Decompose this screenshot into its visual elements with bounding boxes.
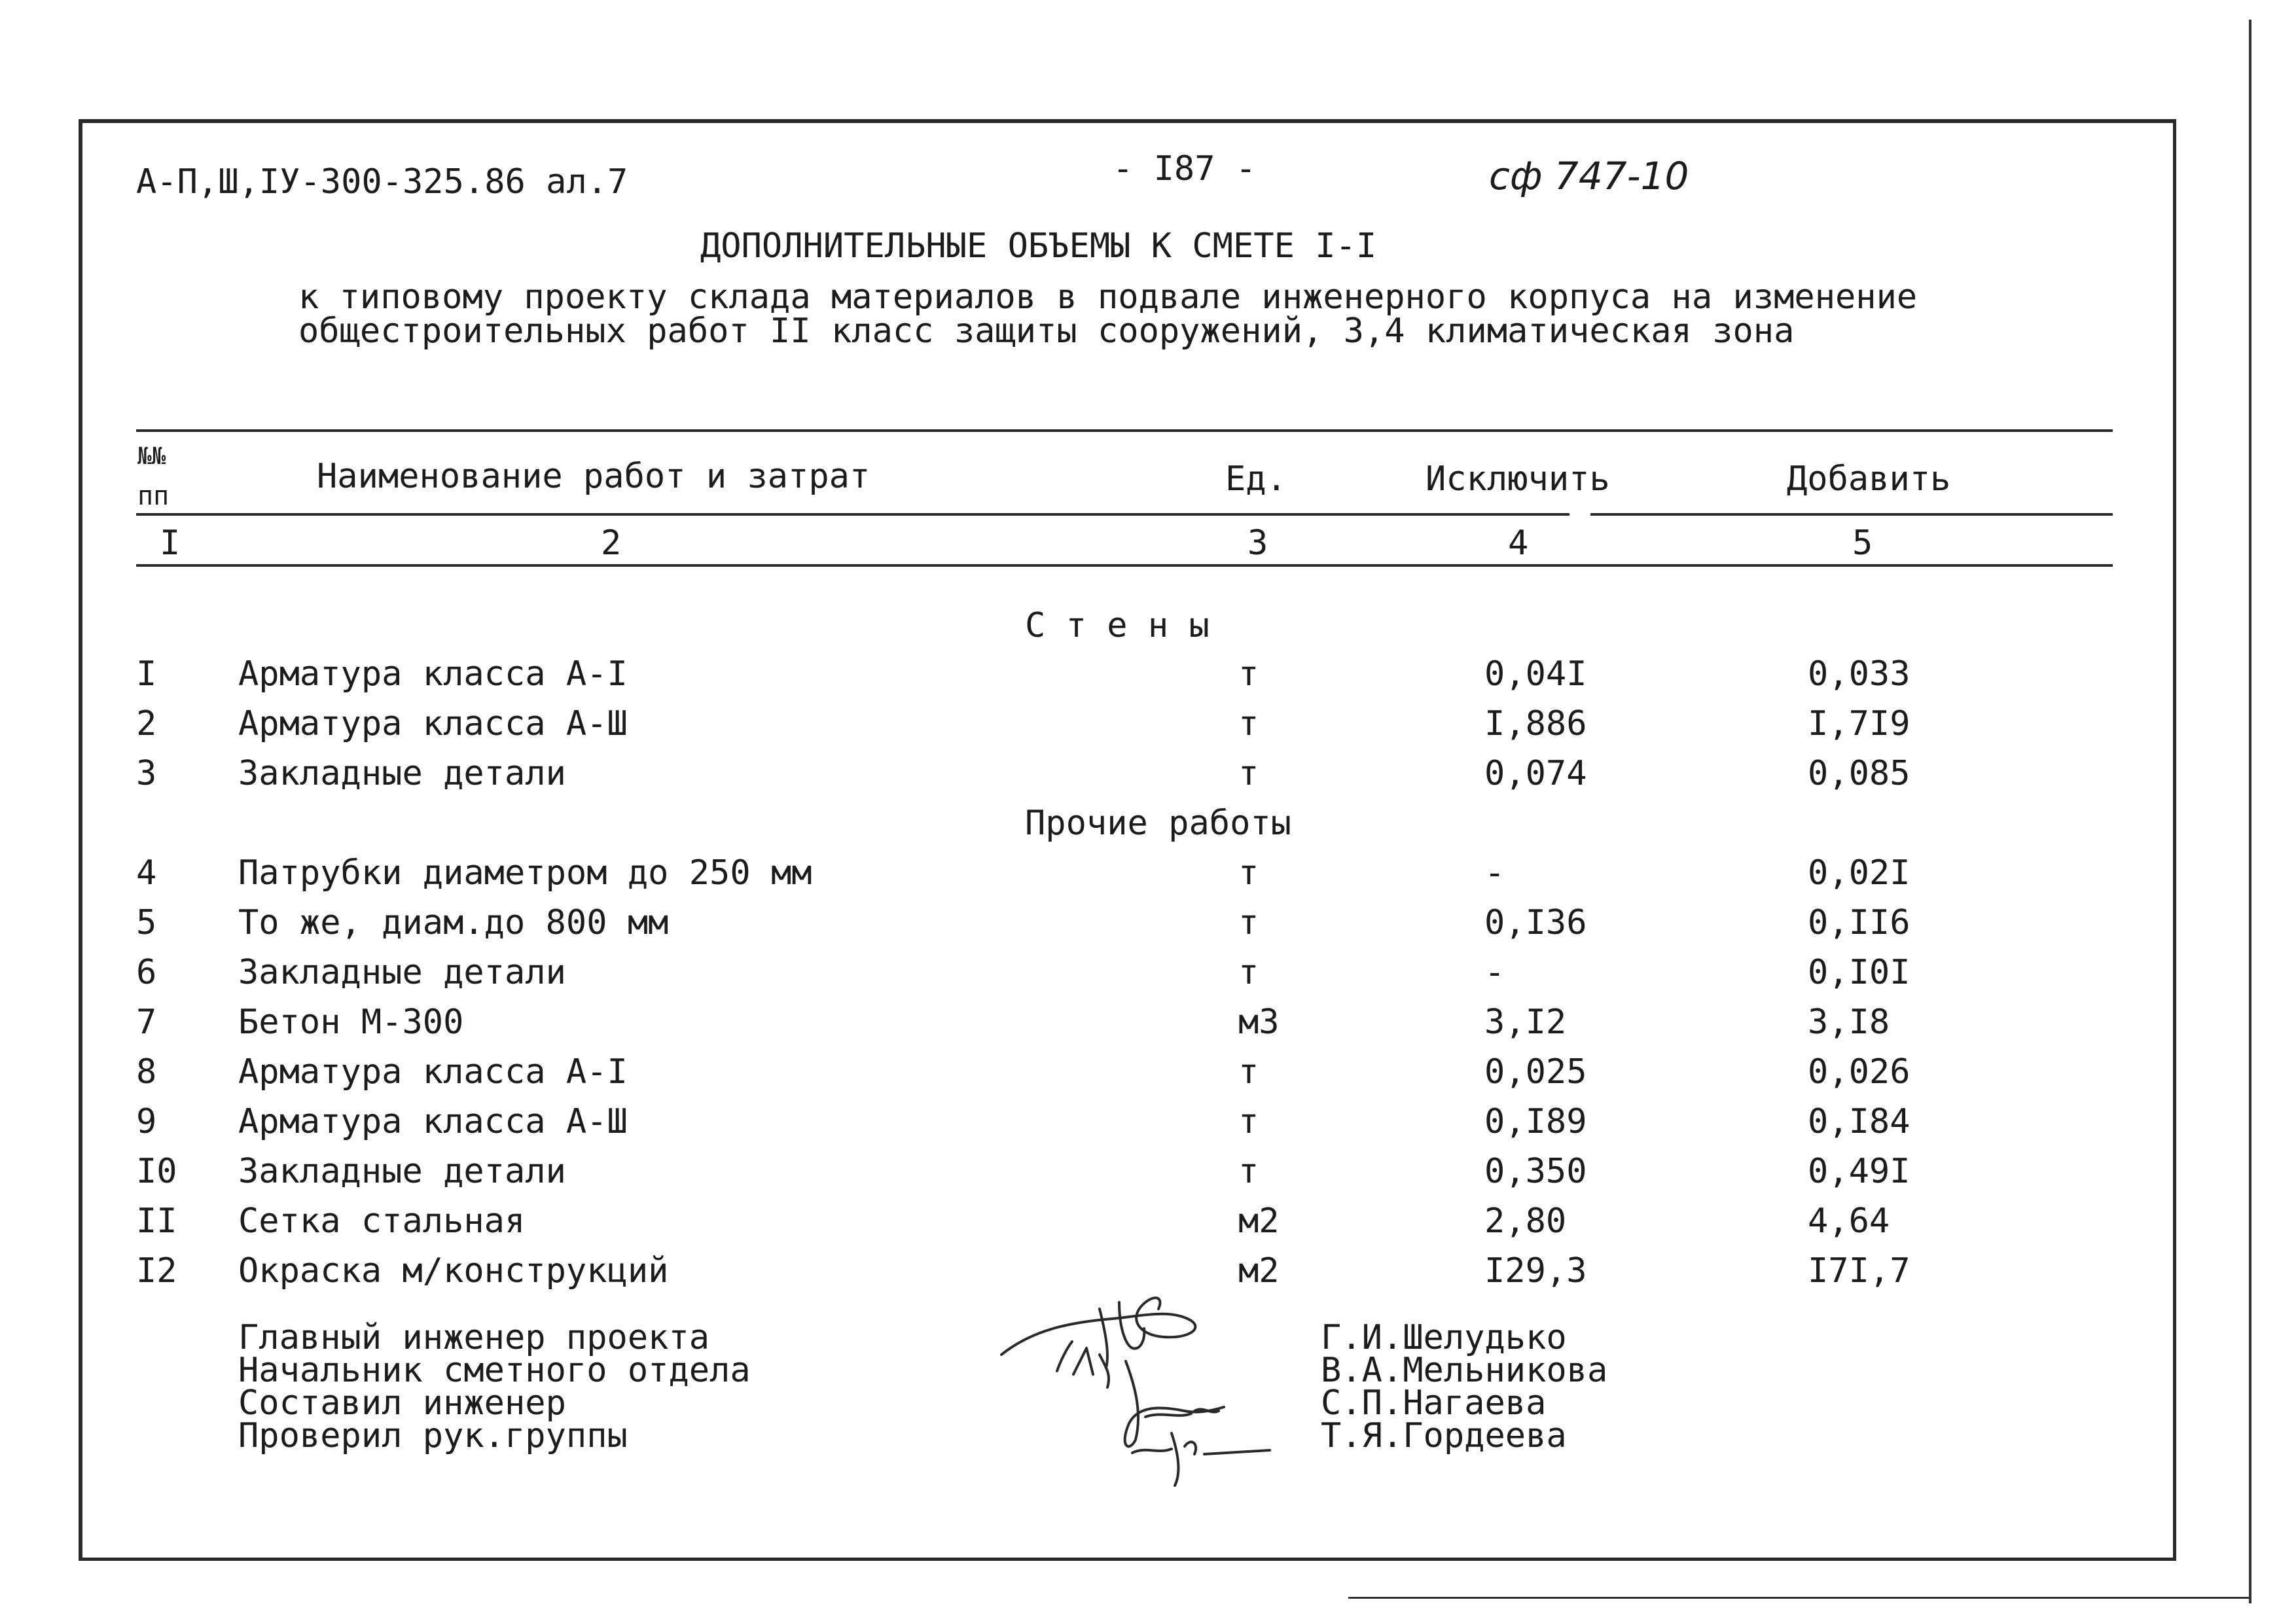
- row-exclude: 0,350: [1484, 1152, 1587, 1191]
- right-edge-line: [2249, 20, 2251, 1603]
- row-unit: т: [1238, 1102, 1259, 1141]
- table-row: [0, 654, 2296, 703]
- row-name: Арматура класса А-Ш: [238, 1102, 628, 1141]
- column-number-3: 3: [1247, 524, 1268, 563]
- row-unit: м3: [1238, 1003, 1280, 1042]
- section-title-walls: С т е н ы: [1025, 606, 1210, 645]
- row-name: Сетка стальная: [238, 1202, 526, 1241]
- header-bottom-rule: [136, 564, 2113, 567]
- row-unit: т: [1238, 1052, 1259, 1092]
- row-num: 6: [136, 953, 157, 992]
- row-unit: т: [1238, 704, 1259, 743]
- row-name: Окраска м/конструкций: [238, 1251, 669, 1291]
- table-row: [0, 853, 2296, 902]
- table-row: [0, 955, 2296, 1001]
- subtitle-line-2: общестроительных работ II класс защиты сооружений, 3,4 климатическая зона: [298, 312, 1795, 351]
- subtitle-line-1: к типовому проекту склада материалов в подвале инженерного корпуса на изменение: [298, 277, 1918, 317]
- row-add: I7I,7: [1808, 1251, 1910, 1291]
- row-add: 0,02I: [1808, 853, 1910, 893]
- row-unit: м2: [1238, 1251, 1280, 1291]
- table-row: [0, 1204, 2296, 1250]
- row-add: I,7I9: [1808, 704, 1910, 743]
- signature-role-estimate-head: Начальник сметного отдела: [238, 1351, 751, 1390]
- row-num: 2: [136, 704, 157, 743]
- row-unit: т: [1238, 903, 1259, 942]
- row-num: I2: [136, 1251, 177, 1291]
- row-unit: т: [1238, 953, 1259, 992]
- row-exclude: I29,3: [1484, 1251, 1587, 1291]
- column-number-2: 2: [601, 524, 622, 563]
- section-title-other-works: Прочие работы: [1025, 804, 1291, 843]
- row-name: Арматура класса А-I: [238, 654, 628, 694]
- header-unit: Ед.: [1225, 459, 1287, 499]
- header-num-line2: пп: [137, 481, 170, 511]
- row-add: 0,033: [1808, 654, 1910, 694]
- row-num: 5: [136, 903, 157, 942]
- table-row: [0, 754, 2296, 802]
- row-add: 0,49I: [1808, 1152, 1910, 1191]
- handwritten-signatures: [995, 1283, 1309, 1492]
- row-add: 4,64: [1808, 1202, 1890, 1241]
- row-add: 0,I0I: [1808, 953, 1910, 992]
- row-name: Закладные детали: [238, 953, 566, 992]
- table-row: [0, 1052, 2296, 1101]
- header-num-line1: №№: [137, 443, 166, 470]
- table-row: [0, 903, 2296, 952]
- row-num: 9: [136, 1102, 157, 1141]
- header-exclude: Исключить: [1426, 459, 1610, 499]
- header-name: Наименование работ и затрат: [317, 457, 870, 496]
- row-name: Закладные детали: [238, 1152, 566, 1191]
- header-add: Добавить: [1787, 459, 1951, 499]
- row-exclude: -: [1484, 953, 1505, 992]
- row-exclude: 0,I36: [1484, 903, 1587, 942]
- row-name: То же, диам.до 800 мм: [238, 903, 669, 942]
- row-num: 7: [136, 1003, 157, 1042]
- row-unit: т: [1238, 654, 1259, 694]
- bottom-edge-line: [1348, 1597, 2251, 1599]
- table-row: [0, 704, 2296, 753]
- row-num: 8: [136, 1052, 157, 1092]
- doc-code: А-П,Ш,IУ-300-325.86 ал.7: [136, 162, 628, 202]
- row-unit: т: [1238, 754, 1259, 793]
- row-num: I0: [136, 1152, 177, 1191]
- signature-name-2: В.А.Мельникова: [1321, 1351, 1608, 1390]
- row-exclude: 0,I89: [1484, 1102, 1587, 1141]
- table-row: [0, 1102, 2296, 1150]
- row-name: Арматура класса А-Ш: [238, 704, 628, 743]
- row-exclude: 0,025: [1484, 1052, 1587, 1092]
- column-number-1: I: [160, 524, 181, 563]
- signature-name-3: С.П.Нагаева: [1321, 1383, 1547, 1423]
- row-add: 0,085: [1808, 754, 1910, 793]
- header-mid-rule-left: [136, 513, 1570, 516]
- table-top-rule: [136, 429, 2113, 432]
- table-row: [0, 1154, 2296, 1200]
- signature-scribbles: [995, 1283, 1309, 1492]
- column-number-4: 4: [1508, 524, 1529, 563]
- column-number-5: 5: [1852, 524, 1873, 563]
- row-unit: т: [1238, 1152, 1259, 1191]
- row-add: 3,I8: [1808, 1003, 1890, 1042]
- signature-name-1: Г.И.Шелудько: [1321, 1318, 1567, 1357]
- row-name: Арматура класса А-I: [238, 1052, 628, 1092]
- row-name: Закладные детали: [238, 754, 566, 793]
- header-mid-rule-right: [1590, 513, 2113, 516]
- row-name: Бетон М-300: [238, 1003, 464, 1042]
- row-add: 0,II6: [1808, 903, 1910, 942]
- row-exclude: 0,04I: [1484, 654, 1587, 694]
- row-exclude: I,886: [1484, 704, 1587, 743]
- row-exclude: 3,I2: [1484, 1003, 1567, 1042]
- row-add: 0,026: [1808, 1052, 1910, 1092]
- signature-role-compiler: Составил инженер: [238, 1383, 566, 1423]
- row-unit: м2: [1238, 1202, 1280, 1241]
- row-exclude: -: [1484, 853, 1505, 893]
- row-num: 3: [136, 754, 157, 793]
- signature-name-4: Т.Я.Гордеева: [1321, 1416, 1567, 1455]
- row-exclude: 0,074: [1484, 754, 1587, 793]
- row-num: 4: [136, 853, 157, 893]
- row-unit: т: [1238, 853, 1259, 893]
- handwritten-ref: сф 747-10: [1489, 154, 1689, 198]
- signature-role-chief-engineer: Главный инженер проекта: [238, 1318, 710, 1357]
- row-num: II: [136, 1202, 177, 1241]
- page-number: - I87 -: [1113, 149, 1257, 188]
- row-add: 0,I84: [1808, 1102, 1910, 1141]
- table-row: [0, 1005, 2296, 1051]
- signature-role-checker: Проверил рук.группы: [238, 1416, 628, 1455]
- row-num: I: [136, 654, 157, 694]
- row-name: Патрубки диаметром до 250 мм: [238, 853, 812, 893]
- row-exclude: 2,80: [1484, 1202, 1567, 1241]
- doc-title: ДОПОЛНИТЕЛЬНЫЕ ОБЪЕМЫ К СМЕТЕ I-I: [700, 226, 1377, 266]
